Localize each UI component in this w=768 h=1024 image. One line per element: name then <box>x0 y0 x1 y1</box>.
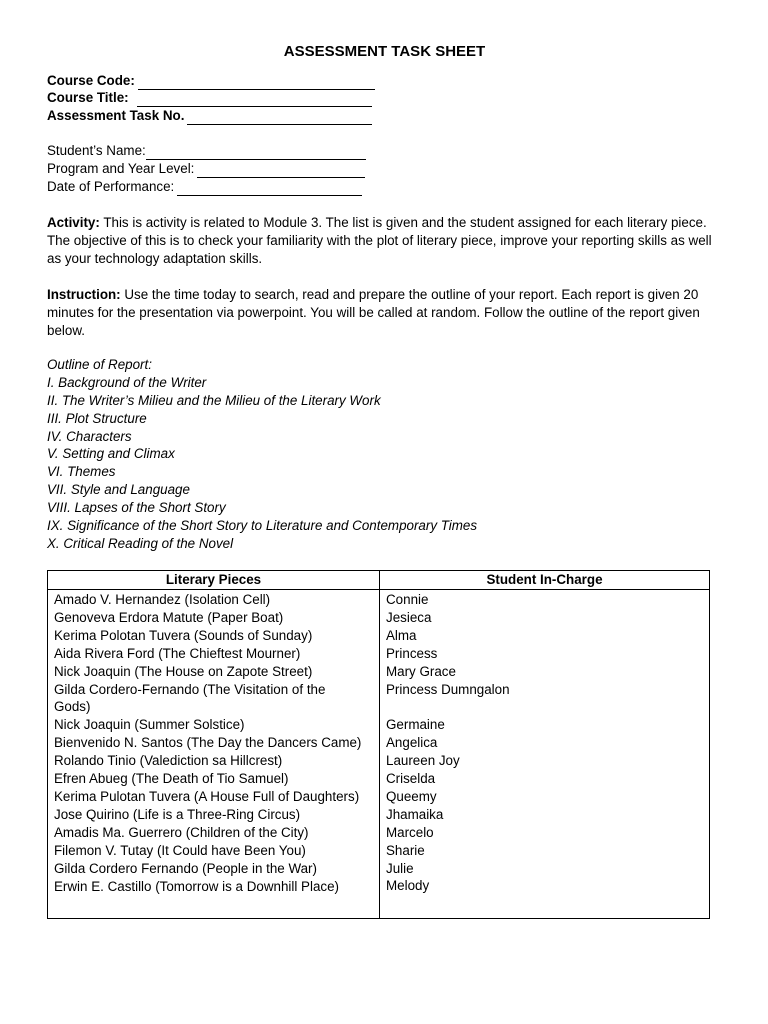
table-cell-student: Laureen Joy <box>386 753 460 769</box>
activity-text: This is activity is related to Module 3. The list is given and the student assigned for each literary piece. The objective of this is to check your familiarity with the plot of literary piece, improve your reporting skills as well as your technology adaptation skills. <box>47 215 712 266</box>
date-performance-line[interactable] <box>177 182 362 196</box>
outline-item: VI. Themes <box>47 464 116 480</box>
table-cell-student: Connie <box>386 592 429 607</box>
outline-item: X. Critical Reading of the Novel <box>47 535 234 551</box>
table-cell-student: Melody <box>386 878 430 894</box>
instruction-paragraph <box>47 286 722 340</box>
course-code-label: Course Code: <box>47 72 135 88</box>
table-cell-piece: Rolando Tinio (Valediction sa Hillcrest) <box>54 753 283 769</box>
outline-item: II. The Writer’s Milieu and the Milieu of the Literary Work <box>47 392 381 408</box>
table-cell-piece: Kerima Polotan Tuvera (Sounds of Sunday) <box>54 627 313 643</box>
assessment-task-line[interactable] <box>187 111 372 125</box>
table-cell-piece: Nick Joaquin (The House on Zapote Street) <box>54 663 313 679</box>
course-code-line[interactable] <box>138 76 375 90</box>
program-year-line[interactable] <box>197 164 365 178</box>
outline-item: I. Background of the Writer <box>47 374 207 390</box>
course-title-label: Course Title: <box>47 90 129 106</box>
outline-item: VII. Style and Language <box>47 482 190 498</box>
table-cell-student: Germaine <box>386 717 445 733</box>
table-cell-student: Criselda <box>386 771 436 787</box>
table-cell-piece: Genoveva Erdora Matute (Paper Boat) <box>54 609 284 625</box>
table-cell-student: Sharie <box>386 842 425 858</box>
outline-heading: Outline of Report: <box>47 357 152 372</box>
report-outline <box>47 356 477 553</box>
table-cell-piece: Kerima Pulotan Tuvera (A House Full of Daughters) <box>54 788 360 804</box>
table-cell-piece: Aida Rivera Ford (The Chieftest Mourner) <box>54 645 301 661</box>
literary-pieces-table <box>47 570 710 919</box>
table-cell-student: Julie <box>386 860 414 876</box>
program-year-field[interactable] <box>47 160 377 178</box>
table-cell-piece: Gilda Cordero-Fernando (The Visitation of the Gods) <box>54 681 326 715</box>
outline-item: V. Setting and Climax <box>47 446 175 462</box>
literary-pieces-column <box>48 590 380 919</box>
student-name-field[interactable] <box>47 143 377 161</box>
table-cell-piece: Filemon V. Tutay (It Could have Been You) <box>54 842 306 858</box>
student-column <box>380 590 710 919</box>
table-cell-student: Alma <box>386 627 417 643</box>
table-cell-piece: Amadis Ma. Guerrero (Children of the City) <box>54 824 309 840</box>
course-title-line[interactable] <box>137 93 372 107</box>
assessment-task-field[interactable] <box>47 107 377 125</box>
table-cell-student: Jesieca <box>386 609 432 625</box>
student-name-label: Student’s Name: <box>47 143 146 159</box>
table-cell-student: Mary Grace <box>386 663 456 679</box>
table-cell-student: Queemy <box>386 788 437 804</box>
table-cell-student: Marcelo <box>386 824 434 840</box>
table-cell-student: Jhamaika <box>386 806 444 822</box>
table-cell-piece: Efren Abueg (The Death of Tio Samuel) <box>54 771 289 787</box>
table-cell-piece: Amado V. Hernandez (Isolation Cell) <box>54 592 271 607</box>
date-performance-field[interactable] <box>47 178 377 196</box>
assessment-task-label: Assessment Task No. <box>47 107 185 123</box>
date-performance-label: Date of Performance: <box>47 178 175 194</box>
table-cell-student: Princess Dumngalon <box>386 681 510 697</box>
table-cell-piece: Jose Quirino (Life is a Three-Ring Circus) <box>54 806 301 822</box>
table-cell-piece: Gilda Cordero Fernando (People in the War) <box>54 860 317 876</box>
activity-paragraph <box>47 214 722 268</box>
course-code-field[interactable] <box>47 72 377 90</box>
table-cell-piece: Bienvenido N. Santos (The Day the Dancers Came) <box>54 735 362 751</box>
table-cell-piece: Erwin E. Castillo (Tomorrow is a Downhill Place) <box>54 878 340 894</box>
outline-item: III. Plot Structure <box>47 410 147 426</box>
table-cell-student: Angelica <box>386 735 438 751</box>
table-cell-student: Princess <box>386 645 438 661</box>
activity-label: Activity: <box>47 215 100 230</box>
outline-item: VIII. Lapses of the Short Story <box>47 500 226 516</box>
table-cell-piece: Nick Joaquin (Summer Solstice) <box>54 717 245 733</box>
outline-item: IV. Characters <box>47 428 132 444</box>
page-title: ASSESSMENT TASK SHEET <box>283 43 486 60</box>
instruction-text: Use the time today to search, read and prepare the outline of your report. Each report is given 20 minutes for the presentation via powerpoint. You will be called at random. Follow the outline of the report given below. <box>47 287 700 338</box>
program-year-label: Program and Year Level: <box>47 161 195 177</box>
course-title-field[interactable] <box>47 90 377 108</box>
student-name-line[interactable] <box>146 146 366 160</box>
instruction-label: Instruction: <box>47 287 121 302</box>
header-literary-pieces: Literary Pieces <box>48 571 380 590</box>
header-fields <box>47 72 377 196</box>
outline-item: IX. Significance of the Short Story to Literature and Contemporary Times <box>47 518 478 534</box>
header-student-in-charge: Student In-Charge <box>380 571 710 590</box>
